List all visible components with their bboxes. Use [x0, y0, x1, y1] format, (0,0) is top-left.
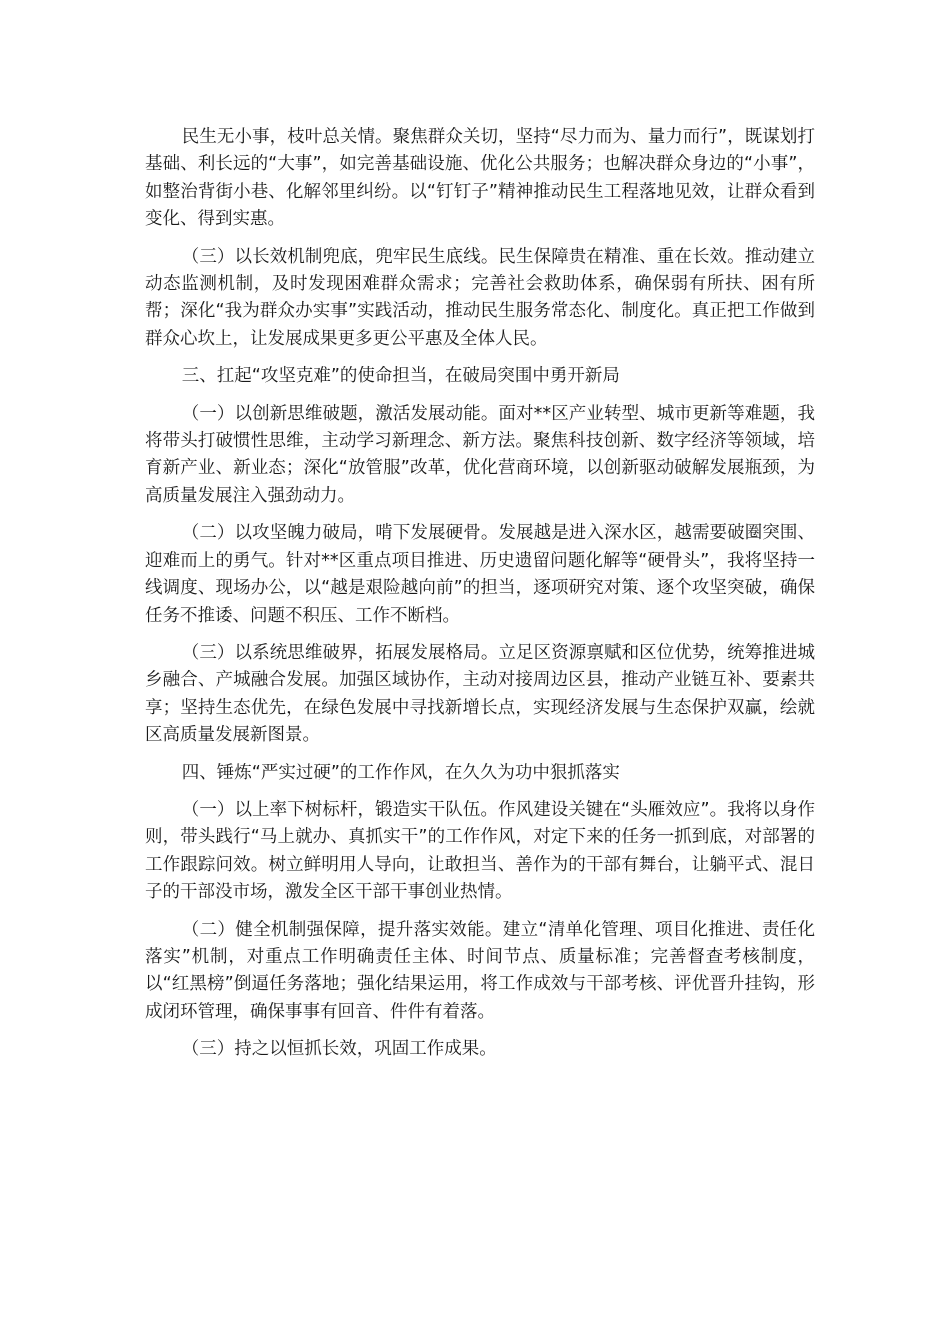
paragraph-lead-by-example: （一）以上率下树标杆，锻造实干队伍。作风建设关键在“头雁效应”。我将以身作则，带头践行“马上就办、真抓实干”的工作作风，对定下来的任务一抓到底，对部署的工作跟踪问效。树立鲜明用人导向，让敢担当、善作为的干部有舞台，让躺平式、混日子的干部没市场，激发全区干部干事创业热情。: [145, 799, 815, 903]
paragraph-innovation: （一）以创新思维破题，激活发展动能。面对**区产业转型、城市更新等难题，我将带头打破惯性思维，主动学习新理念、新方法。聚焦科技创新、数字经济等领域，培育新产业、新业态；深化“放管服”改革，优化营商环境，以创新驱动破解发展瓶颈，为高质量发展注入强劲动力。: [145, 403, 815, 506]
paragraph-livelihood-intro: 民生无小事，枝叶总关情。聚焦群众关切，坚持“尽力而为、量力而行”，既谋划打基础、利长远的“大事”，如完善基础设施、优化公共服务；也解决群众身边的“小事”，如整治背街小巷、化解邻里纠纷。以“钉钉子”精神推动民生工程落地见效，让群众看到变化、得到实惠。: [145, 127, 815, 230]
paragraph-systems-thinking: （三）以系统思维破界，拓展发展格局。立足区资源禀赋和区位优势，统筹推进城乡融合、产城融合发展。加强区域协作，主动对接周边区县，推动产业链互补、要素共享；坚持生态优先，在绿色发展中寻找新增长点，实现经济发展与生态保护双赢，绘就区高质量发展新图景。: [145, 642, 815, 746]
document-body: [145, 124, 815, 1074]
paragraph-long-term-mechanism: （三）以长效机制兜底，兜牢民生底线。民生保障贵在精准、重在长效。推动建立动态监测机制，及时发现困难群众需求；完善社会救助体系，确保弱有所扶、困有所帮；深化“我为群众办实事”实践活动，推动民生服务常态化、制度化。真正把工作做到群众心坎上，让发展成果更多更公平惠及全体人民。: [145, 246, 815, 349]
section-heading-four: 四、锤炼“严实过硬”的工作作风，在久久为功中狠抓落实: [181, 762, 620, 783]
paragraph-mechanism-guarantee: （二）健全机制强保障，提升落实效能。建立“清单化管理、项目化推进、责任化落实”机制，对重点工作明确责任主体、时间节点、质量标准；完善督查考核制度，以“红黑榜”倒逼任务落地；强化结果运用，将工作成效与干部考核、评优晋升挂钩，形成闭环管理，确保事事有回音、件件有着落。: [145, 919, 815, 1022]
section-heading-three: 三、扛起“攻坚克难”的使命担当，在破局突围中勇开新局: [181, 366, 620, 387]
paragraph-breakthrough: （二）以攻坚魄力破局，啃下发展硬骨。发展越是进入深水区，越需要破圈突围、迎难而上的勇气。针对**区重点项目推进、历史遗留问题化解等“硬骨头”，我将坚持一线调度、现场办公，以“越是艰险越向前”的担当，逐项研究对策、逐个攻坚突破，确保任务不推诿、问题不积压、工作不断档。: [145, 523, 815, 626]
paragraph-persistence: （三）持之以恒抓长效，巩固工作成果。: [181, 1039, 497, 1060]
